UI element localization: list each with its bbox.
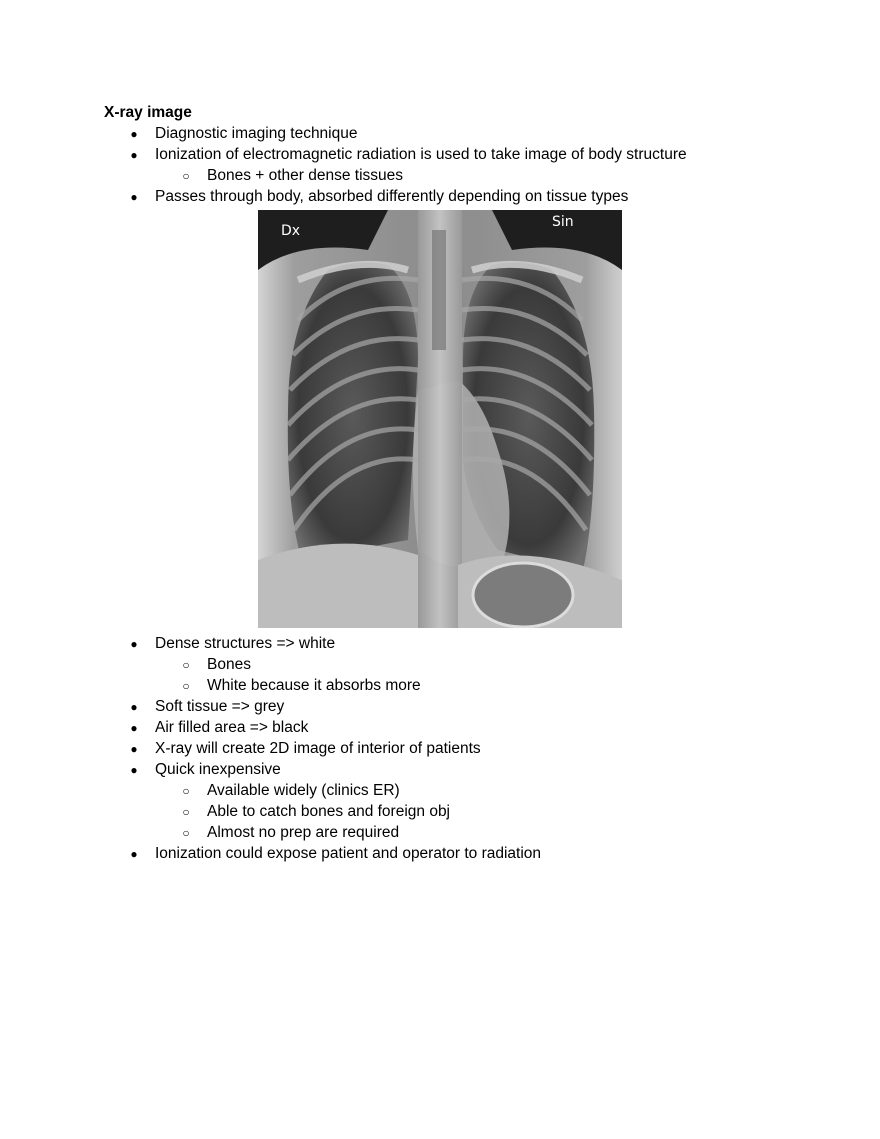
bullet-dot: ● [130, 190, 138, 204]
bullet-dot: ● [130, 742, 138, 756]
bullet-dot: ● [130, 847, 138, 861]
bullet-circle: ○ [182, 784, 190, 798]
chest-xray-image [258, 210, 622, 628]
xray-label-sin: Sin [552, 214, 574, 230]
list-item: Available widely (clinics ER) [207, 782, 400, 799]
list-item: Bones [207, 656, 251, 673]
list-item: Ionization of electromagnetic radiation is used to take image of body structure [155, 146, 687, 163]
list-item: Ionization could expose patient and operator to radiation [155, 845, 542, 862]
bullet-dot: ● [130, 763, 138, 777]
list-item: Soft tissue => grey [155, 698, 285, 715]
list-item: White because it absorbs more [207, 677, 421, 694]
bullet-circle: ○ [182, 805, 190, 819]
list-item: Able to catch bones and foreign obj [207, 803, 451, 820]
bullet-dot: ● [130, 721, 138, 735]
bullet-circle: ○ [182, 826, 190, 840]
bullet-dot: ● [130, 148, 138, 162]
bullet-circle: ○ [182, 658, 190, 672]
list-item: Air filled area => black [155, 719, 309, 736]
list-item: Bones + other dense tissues [207, 167, 404, 184]
list-item: X-ray will create 2D image of interior of patients [155, 740, 481, 757]
list-item: Passes through body, absorbed differently depending on tissue types [155, 188, 629, 205]
bullet-circle: ○ [182, 679, 190, 693]
list-item: Quick inexpensive [155, 761, 281, 778]
list-item: Dense structures => white [155, 635, 336, 652]
list-item: Diagnostic imaging technique [155, 125, 358, 142]
bullet-circle: ○ [182, 169, 190, 183]
bullet-dot: ● [130, 700, 138, 714]
document-title: X-ray image [104, 104, 192, 121]
xray-label-dx: Dx [281, 223, 301, 239]
bullet-dot: ● [130, 127, 138, 141]
bullet-dot: ● [130, 637, 138, 651]
list-item: Almost no prep are required [207, 824, 400, 841]
